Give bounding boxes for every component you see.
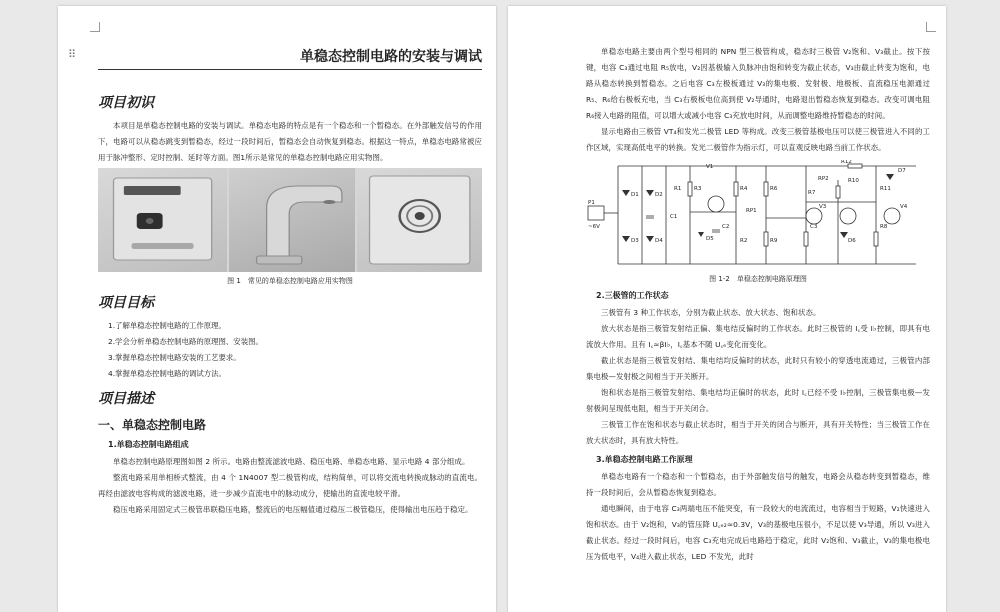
circuit-label: R9 [770,238,778,244]
figure-1-caption: 图 1 常见的单稳态控制电路应用实物图 [227,277,353,285]
paragraph-display-circuit: 显示电路由三极管 VT₄和发光二极管 LED 等构成。改变三极管基极电压可以使三极管进入不同的工作区域，实现高低电平的转换。发光二极管作为指示灯，可以直观反映电路当前工作状态。 [586,127,930,152]
circuit-label: D6 [848,238,856,244]
sensor-panel-photo [357,168,482,272]
circuit-label: RP2 [818,176,829,182]
circuit-label: D2 [655,192,663,198]
drag-handle-icon[interactable]: ⠿ [68,48,76,61]
circuit-label: D5 [706,236,714,242]
paragraph-switch-property: 三极管工作在饱和状态与截止状态时，相当于开关的闭合与断开，具有开关特性；当三极管工作在放大状态时，具有放大特性。 [586,420,930,445]
heading-circuit-composition: 1.单稳态控制电路组成 [108,440,189,449]
heading-project-goals: 项目目标 [98,295,154,311]
circuit-label: R3 [694,186,702,192]
circuit-label: R2 [740,238,748,244]
document-page-left [58,6,496,612]
paragraph-regulator: 稳压电路采用固定式三极管串联稳压电路，整流后的电压幅值通过稳压二极管稳压，使得输出电压趋于稳定。 [113,505,473,514]
goal-item: 4.掌握单稳态控制电路的调试方法。 [108,369,226,378]
circuit-label: ~6V [588,224,600,230]
heading-project-desc: 项目描述 [98,391,154,407]
hand-dryer-photo [98,168,227,272]
circuit-label: R4 [740,186,748,192]
paragraph-rectifier: 整流电路采用单相桥式整流，由 4 个 1N4007 型二极管构成，结构简单，可以将交流电转换成脉动的直流电。再经由滤波电容构成的滤波电路，进一步减少直流电中的脉动成分，使输出的直流电较平滑。 [98,473,482,498]
paragraph-principle-2: 通电瞬间，由于电容 C₃两端电压不能突变，有一段较大的电流流过，电容相当于短路，V₂快速进入饱和状态。由于 V₂饱和，V₃的管压降 U꜀ₑ₂≈0.3V，V₃的基极电压很小，不足以使 V₃导通，所以 V₃进入截止状态。经过一段时间后，电容 C₃充电完成后电路趋于稳定，此时 V₂饱和、V₃截止，V₃的集电极电压为低电平，V₄进入截止状态，LED 不发光，此时 [586,504,930,561]
heading-working-principle: 3.单稳态控制电路工作原理 [596,455,693,464]
circuit-label: D3 [631,238,639,244]
goal-item: 2.学会分析单稳态控制电路的原理图、安装图。 [108,337,263,346]
heading-transistor-states: 2.三极管的工作状态 [596,291,669,300]
document-page-right [508,6,946,612]
paragraph-cutoff-state: 截止状态是指三极管发射结、集电结均反偏时的状态，此时只有较小的穿透电流通过，三极管内部集电极—发射极之间相当于开关断开。 [586,356,930,381]
running-header: 单稳态控制电路的安装与调试 [98,46,482,70]
circuit-label: P1 [588,200,595,206]
goal-item: 1.了解单稳态控制电路的工作原理。 [108,321,226,330]
circuit-label: C2 [722,224,730,230]
circuit-schematic [586,160,930,272]
paragraph-saturation-state: 饱和状态是指三极管发射结、集电结均正偏时的状态，此时 I꜀已经不受 I♭控制，三极管集电极—发射极间呈现低电阻，相当于开关闭合。 [586,388,930,413]
heading-project-intro: 项目初识 [98,95,154,111]
circuit-label: D7 [898,168,906,174]
circuit-label: RP1 [746,208,757,214]
circuit-label: D4 [655,238,663,244]
circuit-label: C1 [670,214,678,220]
circuit-label: R6 [770,186,778,192]
paragraph-monostable-intro: 单稳态电路主要由两个型号相同的 NPN 型三极管构成，稳态时三极管 V₂饱和、V₃截止。按下按键，电容 C₃通过电阻 R₅放电，V₂因基极输入负脉冲由饱和转变为截止状态，V₃由截止转变为饱和，电路从稳态转换到暂稳态。之后电容 C₃左极板通过 V₃的集电极、发射极、地极板、直流稳压电源通过 R₅、R₆给右极板充电，当 C₃右极板电位高到使 V₂导通时，电路退出暂稳态恢复到稳态。改变可调电阻 R₆接入电路的阻值，可以增大或减小电容 C₃充放电时间，从而调整电路维持暂稳态的时间。 [586,47,930,120]
circuit-label: V4 [900,204,908,210]
sensor-faucet-photo [229,168,354,272]
circuit-label: V3 [819,204,827,210]
figure-2-caption: 图 1-2 单稳态控制电路原理图 [709,275,807,283]
circuit-label: R7 [808,190,816,196]
circuit-label: C3 [810,224,818,230]
paragraph-composition: 单稳态控制电路原理图如图 2 所示。电路由整流滤波电路、稳压电路、单稳态电路、显示电路 4 部分组成。 [113,457,470,466]
paragraph-amplify-state: 放大状态是指三极管发射结正偏、集电结反偏时的工作状态。此时三极管的 I꜀受 I♭控制，即具有电流放大作用。且有 I꜀≈βI♭，I꜀基本不随 U꜀ₑ变化而变化。 [586,324,930,349]
goal-item: 3.掌握单稳态控制电路安装的工艺要求。 [108,353,241,362]
circuit-label: R10 [848,178,859,184]
heading-monostable-circuit: 一、单稳态控制电路 [98,418,207,432]
paragraph-three-states: 三极管有 3 种工作状态，分别为截止状态、放大状态、饱和状态。 [601,308,821,317]
circuit-label: D1 [631,192,639,198]
circuit-label: R8 [880,224,888,230]
circuit-label: R11 [880,186,891,192]
page-corner-mark [926,22,936,32]
paragraph-principle-1: 单稳态电路有一个稳态和一个暂稳态，由于外部触发信号的触发，电路会从稳态转变到暂稳态，维持一段时间后，会从暂稳态恢复到稳态。 [586,472,930,497]
circuit-label: R12 [841,160,852,165]
circuit-label: R1 [674,186,682,192]
paragraph-intro: 本项目是单稳态控制电路的安装与调试。单稳态电路的特点是有一个稳态和一个暂稳态。在外部触发信号的作用下，电路可以从稳态跳变到暂稳态，经过一段时间后，暂稳态会自动恢复到稳态。根据这一特点，单稳态电路常被应用于脉冲整形、定时控制、延时等方面。图1所示是常见的单稳态控制电路应用实物图。 [98,121,482,162]
page-corner-mark [90,22,100,32]
figure-1-photos [98,168,482,272]
circuit-label: V1 [706,164,714,170]
